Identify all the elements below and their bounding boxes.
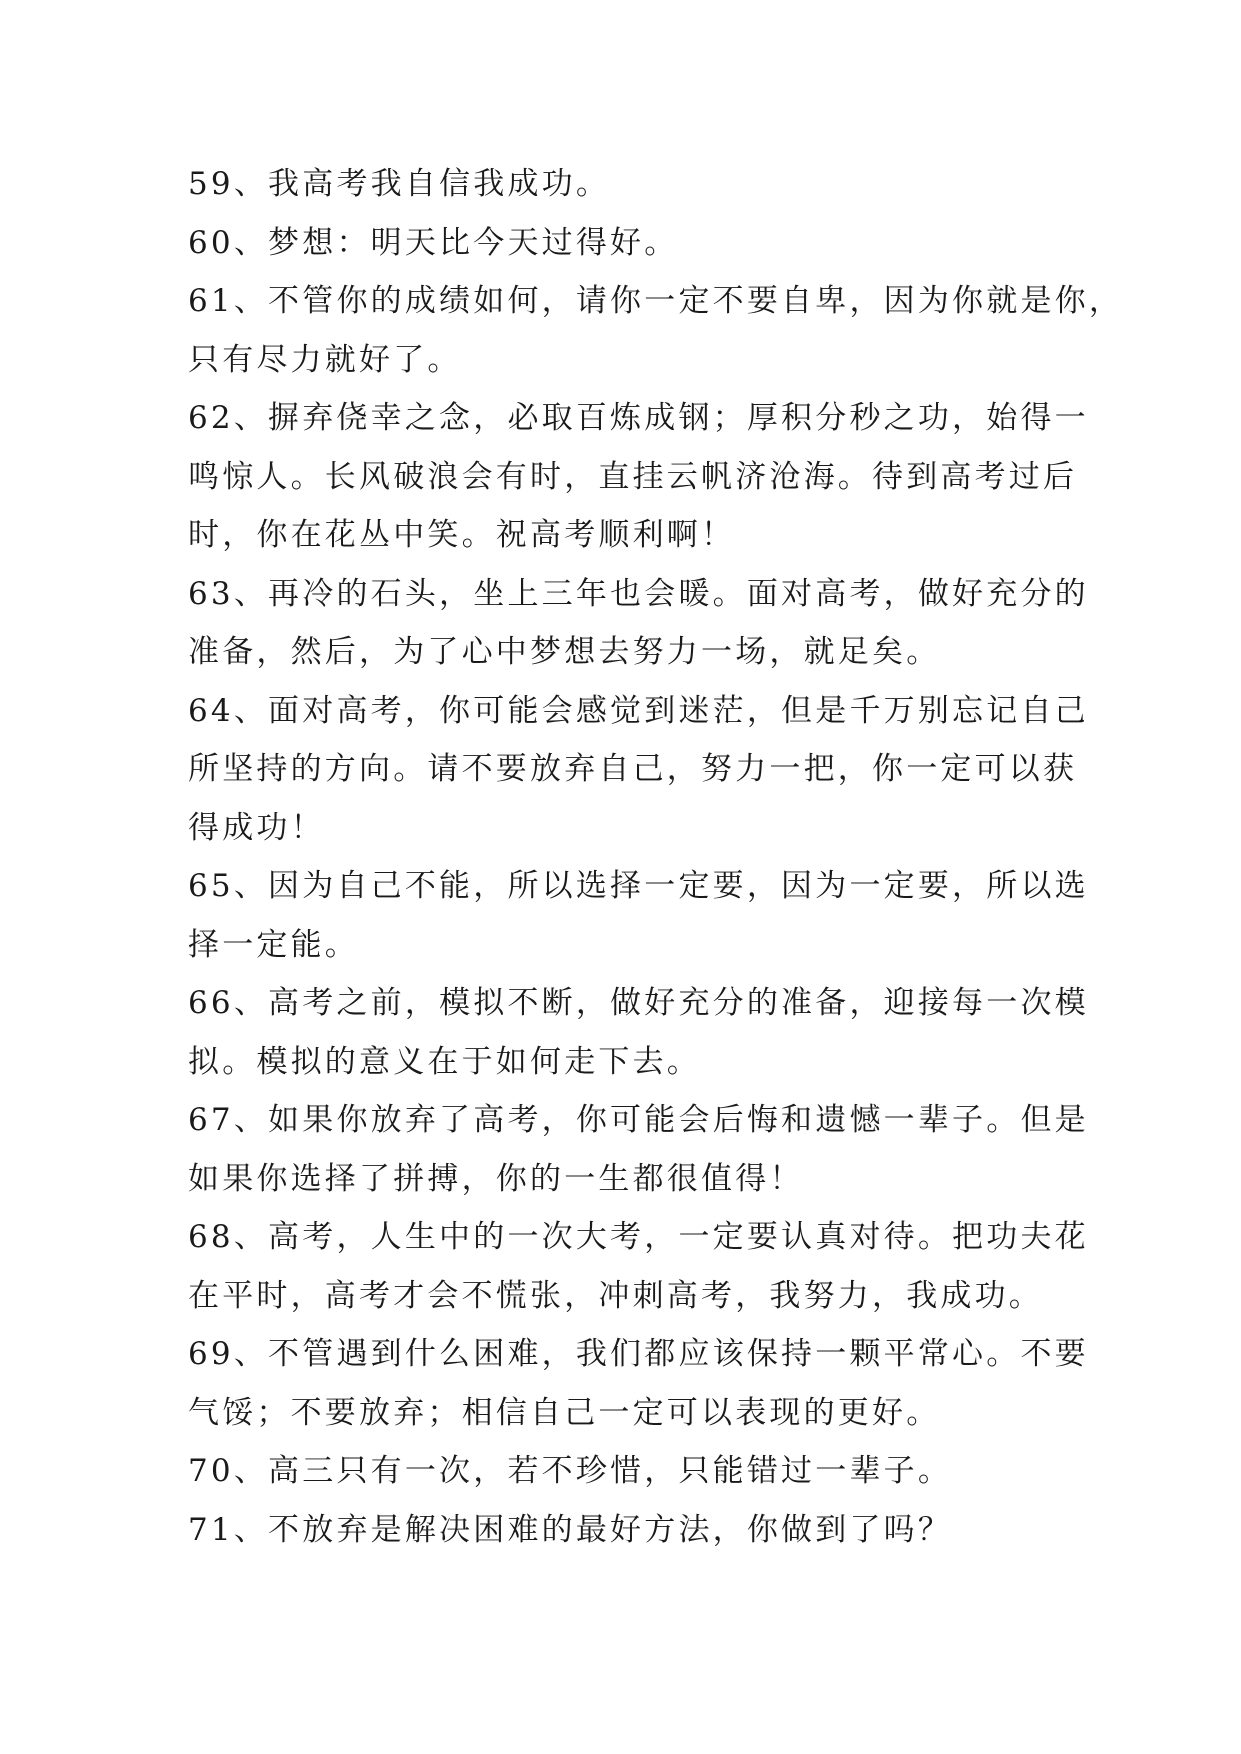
text-line-62a: 62、摒弃侥幸之念，必取百炼成钢；厚积分秒之功，始得一 [188, 400, 1089, 436]
text-line-60: 60、梦想：明天比今天过得好。 [188, 224, 679, 261]
text-line-64a: 64、面对高考，你可能会感觉到迷茫，但是千万别忘记自己 [188, 692, 1089, 729]
text-line-64c: 得成功！ [188, 809, 325, 846]
text-line-64b: 所坚持的方向。请不要放弃自己，努力一把，你一定可以获 [188, 751, 1078, 787]
text-line-63b: 准备，然后，为了心中梦想去努力一场，就足矣。 [188, 634, 941, 670]
text-line-68a: 68、高考，人生中的一次大考，一定要认真对待。把功夫花 [188, 1219, 1089, 1255]
text-line-63a: 63、再冷的石头，坐上三年也会暖。面对高考，做好充分的 [188, 575, 1089, 612]
text-line-68b: 在平时，高考才会不慌张，冲刺高考，我努力，我成功。 [188, 1277, 1043, 1314]
text-line-61b: 只有尽力就好了。 [188, 341, 462, 378]
text-line-71: 71、不放弃是解决困难的最好方法，你做到了吗？ [188, 1511, 953, 1548]
text-line-67b: 如果你选择了拼搏，你的一生都很值得！ [188, 1160, 804, 1197]
text-line-59: 59、我高考我自信我成功。 [188, 166, 611, 202]
text-line-62c: 时，你在花丛中笑。祝高考顺利啊！ [188, 517, 736, 553]
text-line-67a: 67、如果你放弃了高考，你可能会后悔和遗憾一辈子。但是 [188, 1102, 1089, 1138]
text-line-61a: 61、不管你的成绩如何，请你一定不要自卑，因为你就是你， [188, 283, 1124, 319]
text-line-70: 70、高三只有一次，若不珍惜，只能错过一辈子。 [188, 1453, 953, 1489]
document-body [188, 155, 1124, 1559]
text-line-66b: 拟。模拟的意义在于如何走下去。 [188, 1043, 701, 1080]
text-line-66a: 66、高考之前，模拟不断，做好充分的准备，迎接每一次模 [188, 985, 1089, 1021]
text-line-65b: 择一定能。 [188, 926, 359, 963]
text-line-69b: 气馁；不要放弃；相信自己一定可以表现的更好。 [188, 1394, 941, 1431]
text-line-65a: 65、因为自己不能，所以选择一定要，因为一定要，所以选 [188, 868, 1089, 904]
text-line-62b: 鸣惊人。长风破浪会有时，直挂云帆济沧海。待到高考过后 [188, 458, 1078, 495]
text-line-69a: 69、不管遇到什么困难，我们都应该保持一颗平常心。不要 [188, 1336, 1089, 1372]
